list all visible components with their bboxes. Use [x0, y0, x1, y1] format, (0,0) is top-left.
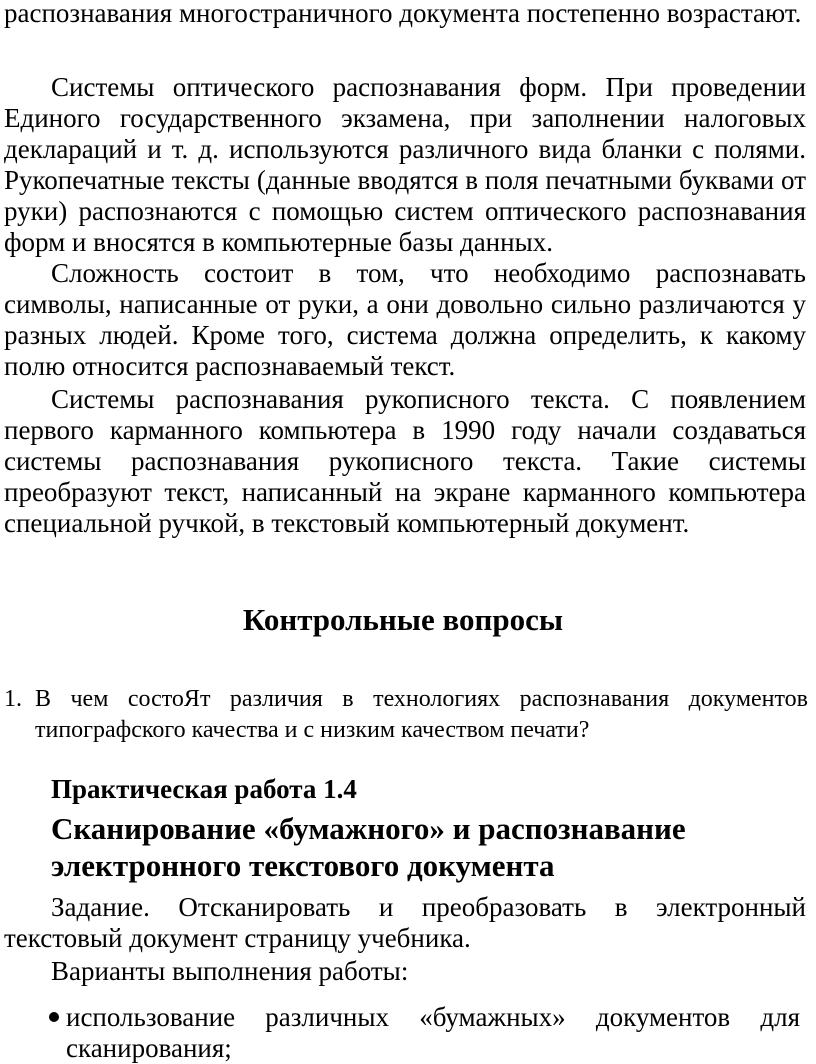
practical-work-subtitle: Сканирование «бумажного» и распознавание электронного текстового документа [51, 811, 686, 883]
practical-work-title: Практическая работа 1.4 [51, 774, 357, 804]
question-text: В чем состоЯт различия в технологиях распознавания документов типографского качества и с низким качеством печати? [35, 686, 808, 743]
paragraph-complexity: Сложность состоит в том, что необходимо распознавать символы, написанные от руки, а они довольно сильно различаются у разных людей. Кроме того, система должна определить, к какому полю относится распознаваемый текст. [4, 258, 806, 381]
control-questions-heading: Контрольные вопросы [242, 602, 564, 637]
bullet-icon [49, 1012, 59, 1022]
variants-list [4, 1002, 808, 1064]
variant-item [4, 1002, 808, 1064]
paragraph-handwriting-ocr: Системы распознавания рукописного текста. С появлением первого карманного компьютера в 1990 году начали создаваться системы распознавания рукописного текста. Такие системы преобразуют текст, написанный на экране карманного компьютера специальной ручкой, в текстовый компьютерный документ. [4, 384, 806, 538]
variant-text: использование различных «бумажных» документов для сканирования; [66, 1002, 800, 1063]
question-number: 1. [4, 686, 22, 712]
paragraph-continuation: распознавания многостраничного документа постепенно возрастают. [4, 0, 802, 28]
control-questions-list [4, 684, 812, 746]
task-paragraph: Задание. Отсканировать и преобразовать в электронный текстовый документ страницу учебника. [4, 892, 806, 953]
paragraph-form-ocr: Системы оптического распознавания форм. При проведении Единого государственного экзамена, при заполнении налоговых деклараций и т. д. используются различного вида бланки с полями. Рукопечатные тексты (данные вводятся в поля печатными буквами от руки) распознаются с помощью систем оптического распознавания форм и вносятся в компьютерные базы данных. [4, 72, 806, 257]
variants-label: Варианты выполнения работы: [51, 956, 409, 986]
question-item [4, 684, 812, 746]
